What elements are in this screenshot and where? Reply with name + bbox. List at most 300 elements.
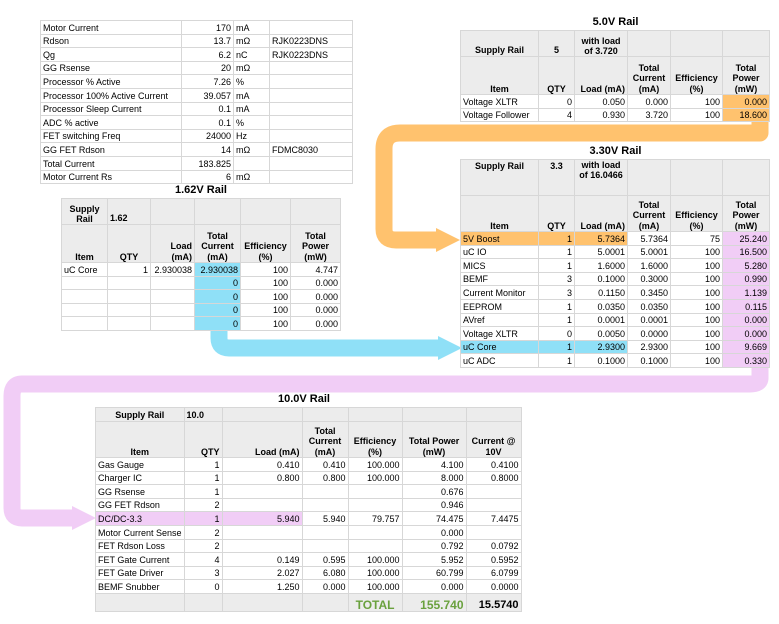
qty-cell: 1 [539,299,575,313]
current-10v-cell [466,498,521,512]
total-current-cell: 0.000 [628,95,671,109]
empty-cell [96,593,185,611]
load-cell: 2.930038 [151,263,195,277]
load-header: Load (mA) [575,57,628,95]
total-power-cell: 5.952 [402,553,466,567]
total-power-cell: 4.747 [291,263,341,277]
param-name: Processor 100% Active Current [41,88,182,102]
item-cell: uC IO [461,245,539,259]
efficiency-cell [348,539,402,553]
total-current-cell: 2.9300 [628,340,671,354]
param-name: Processor % Active [41,75,182,89]
table-row [96,512,522,526]
param-name: GG Rsense [41,61,182,75]
load-cell [222,498,302,512]
supply-rail-label: Supply Rail [96,408,185,422]
item-cell: uC Core [62,263,108,277]
current-10v-cell: 0.5952 [466,553,521,567]
load-cell [151,317,195,331]
qty-header: QTY [539,196,575,232]
total-power-cell: 5.280 [723,259,770,273]
total-current-cell: 0.0001 [628,313,671,327]
qty-cell [108,276,151,290]
efficiency-cell [348,525,402,539]
item-cell: GG Rsense [96,485,185,499]
load-cell [151,276,195,290]
parameters-table [40,20,353,184]
param-note [270,156,353,170]
efficiency-cell: 100 [671,272,723,286]
param-value: 14 [182,143,234,157]
load-cell [222,485,302,499]
table-row [96,525,522,539]
qty-cell: 1 [539,245,575,259]
item-cell: FET Gate Driver [96,566,185,580]
item-cell: DC/DC-3.3 [96,512,185,526]
qty-cell: 1 [539,232,575,246]
total-current-cell: 2.930038 [195,263,241,277]
qty-cell: 4 [184,553,222,567]
total-power-cell: 0.676 [402,485,466,499]
param-value: 39.057 [182,88,234,102]
param-value: 24000 [182,129,234,143]
total-power-header: Total Power (mW) [291,225,341,263]
efficiency-cell: 100 [671,340,723,354]
total-current-cell: 0.0000 [628,327,671,341]
table-row [62,263,341,277]
item-cell: Voltage Follower [461,108,539,122]
param-row [41,48,353,62]
param-name: ADC % active [41,116,182,130]
total-current-cell: 0.410 [302,458,348,472]
param-note [270,170,353,184]
item-cell: Gas Gauge [96,458,185,472]
table-row [461,354,770,368]
total-power-cell: 0.000 [291,303,341,317]
current-10v-cell: 6.0799 [466,566,521,580]
param-name: Total Current [41,156,182,170]
table-row [461,245,770,259]
table-row [461,259,770,273]
total-current-cell: 0 [195,303,241,317]
total-current-cell [302,498,348,512]
param-name: Motor Current Rs [41,170,182,184]
param-value: 13.7 [182,34,234,48]
efficiency-cell: 100 [671,286,723,300]
table-row [62,290,341,304]
table-row [461,299,770,313]
param-note [270,116,353,130]
total-current-header: Total Current (mA) [195,225,241,263]
qty-cell: 3 [539,272,575,286]
qty-cell: 1 [539,313,575,327]
total-power-cell: 0.000 [723,327,770,341]
param-unit: nC [234,48,270,62]
load-cell [151,303,195,317]
qty-header: QTY [184,422,222,458]
current-10v-cell: 0.4100 [466,458,521,472]
efficiency-cell: 100 [241,276,291,290]
total-power-header: Total Power (mW) [402,422,466,458]
total-power-header: Total Power (mW) [723,196,770,232]
efficiency-cell: 100.000 [348,566,402,580]
load-cell: 0.1150 [575,286,628,300]
table-row [96,471,522,485]
total-current-10v-value: 15.5740 [466,593,521,611]
param-row [41,170,353,184]
efficiency-cell: 100.000 [348,458,402,472]
total-power-cell: 4.100 [402,458,466,472]
item-header: Item [96,422,185,458]
efficiency-cell: 79.757 [348,512,402,526]
param-name: Qg [41,48,182,62]
total-current-header: Total Current (mA) [628,196,671,232]
param-value: 170 [182,21,234,35]
load-cell: 5.940 [222,512,302,526]
efficiency-cell: 100 [241,263,291,277]
rail-33-title: 3.30V Rail [589,145,642,157]
total-power-cell: 16.500 [723,245,770,259]
table-row [96,458,522,472]
current-10v-cell [466,485,521,499]
param-row [41,129,353,143]
total-power-cell: 0.000 [291,276,341,290]
item-header: Item [62,225,108,263]
table-row [461,340,770,354]
param-note [270,129,353,143]
efficiency-cell [348,485,402,499]
param-name: Rdson [41,34,182,48]
rail-33-table [460,159,770,368]
param-row [41,88,353,102]
supply-rail-value: 10.0 [184,408,222,422]
empty-cell [302,593,348,611]
param-note [270,75,353,89]
efficiency-cell: 100.000 [348,553,402,567]
total-current-cell [302,485,348,499]
efficiency-header: Efficiency (%) [241,225,291,263]
total-power-cell: 1.139 [723,286,770,300]
total-power-cell: 60.799 [402,566,466,580]
qty-cell: 0 [539,95,575,109]
param-value: 6.2 [182,48,234,62]
total-power-cell: 0.990 [723,272,770,286]
total-current-cell: 1.6000 [628,259,671,273]
current-10v-cell [466,525,521,539]
item-cell: Voltage XLTR [461,95,539,109]
item-cell: uC ADC [461,354,539,368]
rail-162-table [61,198,341,331]
total-current-cell: 0.000 [302,580,348,594]
param-name: GG FET Rdson [41,143,182,157]
table-row [461,313,770,327]
table-row [62,317,341,331]
item-cell: Charger IC [96,471,185,485]
efficiency-cell: 100 [671,95,723,109]
load-cell: 5.0001 [575,245,628,259]
efficiency-cell: 100 [671,259,723,273]
qty-cell: 3 [184,566,222,580]
table-row [96,485,522,499]
empty-cell [184,593,222,611]
total-current-cell: 0 [195,276,241,290]
total-power-cell: 0.000 [402,525,466,539]
item-cell: GG FET Rdson [96,498,185,512]
efficiency-cell: 100.000 [348,580,402,594]
supply-rail-label: Supply Rail [461,160,539,196]
current-10v-cell: 0.0000 [466,580,521,594]
qty-header: QTY [539,57,575,95]
load-cell: 0.930 [575,108,628,122]
current-10v-cell: 7.4475 [466,512,521,526]
load-cell: 5.7364 [575,232,628,246]
load-cell [222,539,302,553]
total-power-cell: 18.600 [723,108,770,122]
param-unit: % [234,116,270,130]
qty-cell: 0 [539,327,575,341]
qty-cell: 1 [108,263,151,277]
total-power-cell: 0.330 [723,354,770,368]
param-unit: Hz [234,129,270,143]
param-note: FDMC8030 [270,143,353,157]
total-power-value: 155.740 [402,593,466,611]
table-row [461,232,770,246]
efficiency-cell: 100 [671,299,723,313]
total-current-cell: 5.940 [302,512,348,526]
total-current-cell: 6.080 [302,566,348,580]
item-cell: MICS [461,259,539,273]
qty-cell: 2 [184,539,222,553]
item-header: Item [461,196,539,232]
item-cell [62,276,108,290]
table-row [62,276,341,290]
load-cell: 2.027 [222,566,302,580]
param-value: 0.1 [182,116,234,130]
item-cell [62,317,108,331]
qty-cell: 1 [184,485,222,499]
efficiency-cell: 100 [671,327,723,341]
total-current-cell [302,525,348,539]
param-row [41,34,353,48]
with-load-label: with load of 16.0466 [575,160,628,196]
with-load-label: with load of 3.720 [575,31,628,57]
supply-rail-label: Supply Rail [62,199,108,225]
total-power-cell: 0.000 [723,313,770,327]
load-header: Load (mA) [575,196,628,232]
table-row [96,566,522,580]
efficiency-cell: 100 [671,313,723,327]
param-row [41,21,353,35]
item-cell: AVref [461,313,539,327]
table-row [461,108,770,122]
rail-10-table [95,407,522,612]
param-name: Processor Sleep Current [41,102,182,116]
efficiency-cell: 100 [671,245,723,259]
supply-rail-value: 1.62 [108,199,151,225]
qty-cell: 2 [184,525,222,539]
efficiency-cell: 100.000 [348,471,402,485]
current-10v-cell: 0.0792 [466,539,521,553]
qty-cell: 1 [184,471,222,485]
load-cell: 1.6000 [575,259,628,273]
total-current-cell [302,539,348,553]
orange-arrowhead [436,228,460,252]
total-power-cell: 0.792 [402,539,466,553]
total-current-cell: 0.3000 [628,272,671,286]
load-cell: 0.0001 [575,313,628,327]
item-cell [62,303,108,317]
param-note [270,61,353,75]
param-row [41,102,353,116]
param-row [41,156,353,170]
param-row [41,116,353,130]
load-cell: 0.1000 [575,354,628,368]
efficiency-cell: 100 [671,108,723,122]
total-power-cell: 8.000 [402,471,466,485]
total-power-cell: 74.475 [402,512,466,526]
item-cell: FET Gate Current [96,553,185,567]
qty-header: QTY [108,225,151,263]
empty-cell [222,593,302,611]
total-current-cell: 0.3450 [628,286,671,300]
load-cell: 0.149 [222,553,302,567]
qty-cell: 1 [539,340,575,354]
supply-rail-value: 5 [539,31,575,57]
load-cell: 0.1000 [575,272,628,286]
param-value: 7.26 [182,75,234,89]
total-current-cell: 5.7364 [628,232,671,246]
param-unit: mΩ [234,143,270,157]
item-cell [62,290,108,304]
item-cell: Current Monitor [461,286,539,300]
blue-arrowhead [438,336,462,360]
param-unit: mA [234,102,270,116]
total-current-cell: 0 [195,290,241,304]
table-row [461,327,770,341]
total-current-cell: 5.0001 [628,245,671,259]
qty-cell [108,317,151,331]
qty-cell: 3 [539,286,575,300]
load-cell: 1.250 [222,580,302,594]
load-cell: 0.800 [222,471,302,485]
total-current-cell: 0.1000 [628,354,671,368]
qty-cell: 2 [184,498,222,512]
item-cell: BEMF [461,272,539,286]
load-header: Load (mA) [151,225,195,263]
current-10v-cell: 0.8000 [466,471,521,485]
table-row [96,580,522,594]
param-unit: mA [234,88,270,102]
item-header: Item [461,57,539,95]
table-row [461,272,770,286]
rail-5v-title: 5.0V Rail [592,16,639,28]
table-row [62,303,341,317]
total-current-header: Total Current (mA) [628,57,671,95]
total-current-cell: 0.0350 [628,299,671,313]
table-row [96,498,522,512]
total-power-cell: 0.000 [291,290,341,304]
total-power-cell: 0.000 [291,317,341,331]
total-power-cell: 25.240 [723,232,770,246]
load-header: Load (mA) [222,422,302,458]
total-current-cell: 0.595 [302,553,348,567]
qty-cell: 4 [539,108,575,122]
table-row [96,539,522,553]
item-cell: 5V Boost [461,232,539,246]
total-power-cell: 0.115 [723,299,770,313]
param-value: 20 [182,61,234,75]
param-name: FET switching Freq [41,129,182,143]
pink-arrowhead [72,506,96,530]
efficiency-cell: 100 [241,290,291,304]
total-current-cell: 0.800 [302,471,348,485]
param-row [41,61,353,75]
current-10v-header: Current @ 10V [466,422,521,458]
qty-cell [108,303,151,317]
total-current-header: Total Current (mA) [302,422,348,458]
param-value: 183.825 [182,156,234,170]
table-row [96,553,522,567]
param-note [270,88,353,102]
item-cell: FET Rdson Loss [96,539,185,553]
total-power-cell: 0.946 [402,498,466,512]
param-note [270,102,353,116]
qty-cell: 0 [184,580,222,594]
table-row [461,95,770,109]
rail-10-title: 10.0V Rail [278,393,330,405]
param-value: 0.1 [182,102,234,116]
efficiency-cell: 100 [241,317,291,331]
rail-162-title: 1.62V Rail [175,184,227,196]
qty-cell: 1 [184,512,222,526]
efficiency-cell: 75 [671,232,723,246]
supply-rail-label: Supply Rail [461,31,539,57]
param-unit: mΩ [234,170,270,184]
param-note: RJK0223DNS [270,48,353,62]
param-unit: % [234,75,270,89]
param-unit: mΩ [234,34,270,48]
item-cell: BEMF Snubber [96,580,185,594]
efficiency-cell: 100 [241,303,291,317]
table-row [461,286,770,300]
param-note [270,21,353,35]
total-power-cell: 9.669 [723,340,770,354]
param-unit [234,156,270,170]
param-unit: mA [234,21,270,35]
qty-cell: 1 [539,259,575,273]
param-unit: mΩ [234,61,270,75]
total-power-cell: 0.000 [723,95,770,109]
load-cell: 0.410 [222,458,302,472]
total-row [96,593,522,611]
load-cell: 0.050 [575,95,628,109]
efficiency-header: Efficiency (%) [348,422,402,458]
efficiency-header: Efficiency (%) [671,57,723,95]
rail-5v-table [460,30,770,122]
qty-cell [108,290,151,304]
param-value: 6 [182,170,234,184]
total-label: TOTAL [348,593,402,611]
qty-cell: 1 [539,354,575,368]
param-row [41,143,353,157]
load-cell: 0.0350 [575,299,628,313]
item-cell: Voltage XLTR [461,327,539,341]
load-cell: 2.9300 [575,340,628,354]
total-current-cell: 3.720 [628,108,671,122]
efficiency-header: Efficiency (%) [671,196,723,232]
load-cell: 0.0050 [575,327,628,341]
efficiency-cell [348,498,402,512]
